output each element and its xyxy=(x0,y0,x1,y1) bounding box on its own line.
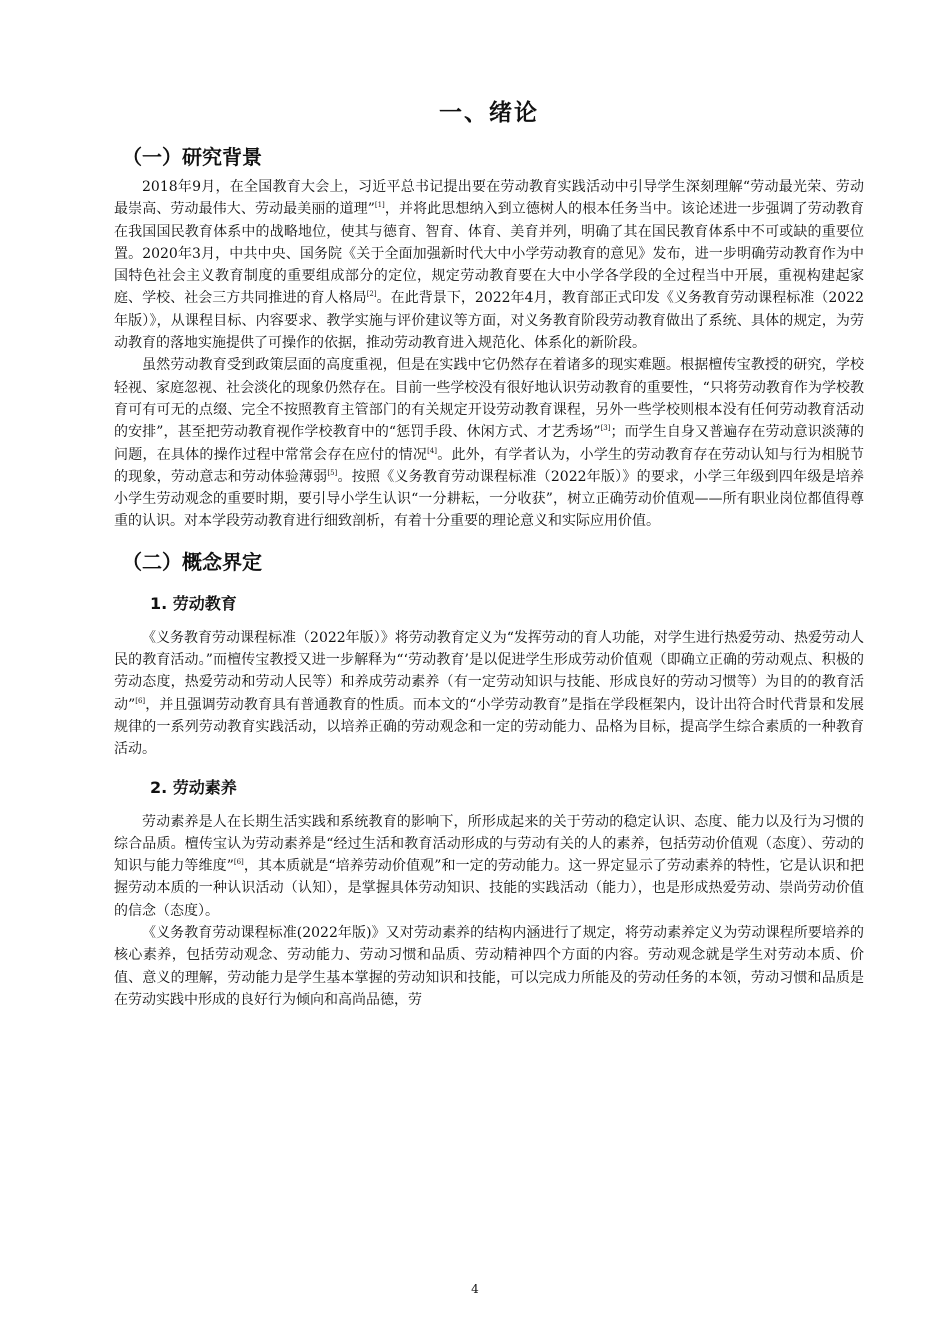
text-run: ，其本质就是“培养劳动价值观”和一定的劳动能力。这一界定显示了劳动素养的特性，它是认识和把握劳动本质的一种认识活动（认知），是掌握具体劳动知识、技能的实践活动（能力），也是形成热爱劳动、崇尚劳动价值的信念（态度）。 xyxy=(114,858,864,919)
paragraph xyxy=(114,176,864,354)
text-run: 2018年9月，在全国教育大会上，习近平总书记提出要在劳动教育实践活动中引导学生深刻理解“劳动最光荣、劳动最崇高、劳动最伟大、劳动最美丽的道理” xyxy=(114,179,864,218)
citation-marker: [4] xyxy=(427,446,438,455)
page-number: 4 xyxy=(471,1282,479,1296)
text-run: 劳动素养是人在长期生活实践和系统教育的影响下，所形成起来的关于劳动的稳定认识、态度、能力以及行为习惯的综合品质。檀传宝认为劳动素养是“经过生活和教育活动形成的与劳动有关的人的素养，包括劳动价值观（态度）、劳动的知识与能力等维度” xyxy=(114,813,864,875)
subsection-title-labor-education: 1. 劳动教育 xyxy=(150,593,237,613)
section-title-concept-definition: （二）概念界定 xyxy=(122,549,262,574)
text-run: ，并且强调劳动教育具有普通教育的性质。而本文的“小学劳动教育”是指在学段框架内，设计出符合时代背景和发展规律的一系列劳动教育实践活动，以培养正确的劳动观念和一定的劳动能力、品格为目标，提高学生综合素质的一种教育活动。 xyxy=(114,696,864,758)
text-run: 。按照《义务教育劳动课程标准（2022年版）》的要求，小学三年级到四年级是培养小学生劳动观念的重要时期，要引导小学生认识“一分耕耘，一分收获”，树立正确劳动价值观——所有职业岗位都值得尊重的认识。对本学段劳动教育进行细致剖析，有着十分重要的理论意义和实际应用价值。 xyxy=(114,468,864,530)
paragraph xyxy=(114,811,864,922)
subsection-title-labor-literacy: 2. 劳动素养 xyxy=(150,777,237,797)
chapter-title: 一、绪论 xyxy=(439,100,539,126)
text-run: 。此外，有学者认为，小学生的劳动教育存在劳动认知与行为相脱节的现象，劳动意志和劳动体验薄弱 xyxy=(114,446,864,485)
citation-marker: [5] xyxy=(327,468,338,477)
citation-marker: [3] xyxy=(600,424,611,433)
citation-marker: [6] xyxy=(135,696,146,705)
text-run: 虽然劳动教育受到政策层面的高度重视，但是在实践中它仍然存在着诸多的现实难题。根据檀传宝教授的研究，学校轻视、家庭忽视、社会淡化的现象仍然存在。目前一些学校没有很好地认识劳动教育的重要性，“只将劳动教育作为学校教育可有可无的点缀、完全不按照教育主管部门的有关规定开设劳动教育课程，另外一些学校则根本没有任何劳动教育活动的安排”，甚至把劳动教育视作学校教育中的“惩罚手段、休闲方式、才艺秀场” xyxy=(114,357,864,441)
citation-marker: [2] xyxy=(366,290,377,299)
text-run: 《义务教育劳动课程标准（2022年版）》将劳动教育定义为“发挥劳动的育人功能，对学生进行热爱劳动、热爱劳动人民的教育活动。”而檀传宝教授又进一步解释为“‘劳动教育’是以促进学生形成劳动价值观（即确立正确的劳动观点、积极的劳动态度，热爱劳动和劳动人民等）和养成劳动素养（有一定劳动知识与技能、形成良好的劳动习惯等）为目的的教育活动” xyxy=(114,629,864,713)
text-run: ；而学生自身又普遍存在劳动意识淡薄的问题，在具体的操作过程中常常会存在应付的情况 xyxy=(114,424,864,463)
text-run: 。在此背景下，2022年4月，教育部正式印发《义务教育劳动课程标准（2022年版）》，从课程目标、内容要求、教学实施与评价建议等方面，对义务教育阶段劳动教育做出了系统、具体的规定，为劳动教育的落地实施提供了可操作的依据，推动劳动教育进入规范化、体系化的新阶段。 xyxy=(114,290,864,352)
citation-marker: [6] xyxy=(233,858,244,867)
paragraph xyxy=(114,627,864,761)
text-run: ，并将此思想纳入到立德树人的根本任务当中。该论述进一步强调了劳动教育在我国国民教育体系中的战略地位，使其与德育、智育、体育、美育并列，明确了其在国民教育体系中不可或缺的重要位置。2020年3月，中共中央、国务院《关于全面加强新时代大中小学劳动教育的意见》发布，进一步明确劳动教育作为中国特色社会主义教育制度的重要组成部分的定位，规定劳动教育要在大中小学各学段的全过程当中开展，重视构建起家庭、学校、社会三方共同推进的育人格局 xyxy=(114,201,865,307)
text-run: 《义务教育劳动课程标准(2022年版)》又对劳动素养的结构内涵进行了规定，将劳动素养定义为劳动课程所要培养的核心素养，包括劳动观念、劳动能力、劳动习惯和品质、劳动精神四个方面的内容。劳动观念就是学生对劳动本质、价值、意义的理解，劳动能力是学生基本掌握的劳动知识和技能，可以完成力所能及的劳动任务的本领，劳动习惯和品质是在劳动实践中形成的良好行为倾向和高尚品德，劳 xyxy=(114,925,864,1008)
paragraph xyxy=(114,922,864,1011)
citation-marker: [1] xyxy=(374,201,385,210)
section-title-research-background: （一）研究背景 xyxy=(122,145,262,169)
paragraph xyxy=(114,354,864,532)
